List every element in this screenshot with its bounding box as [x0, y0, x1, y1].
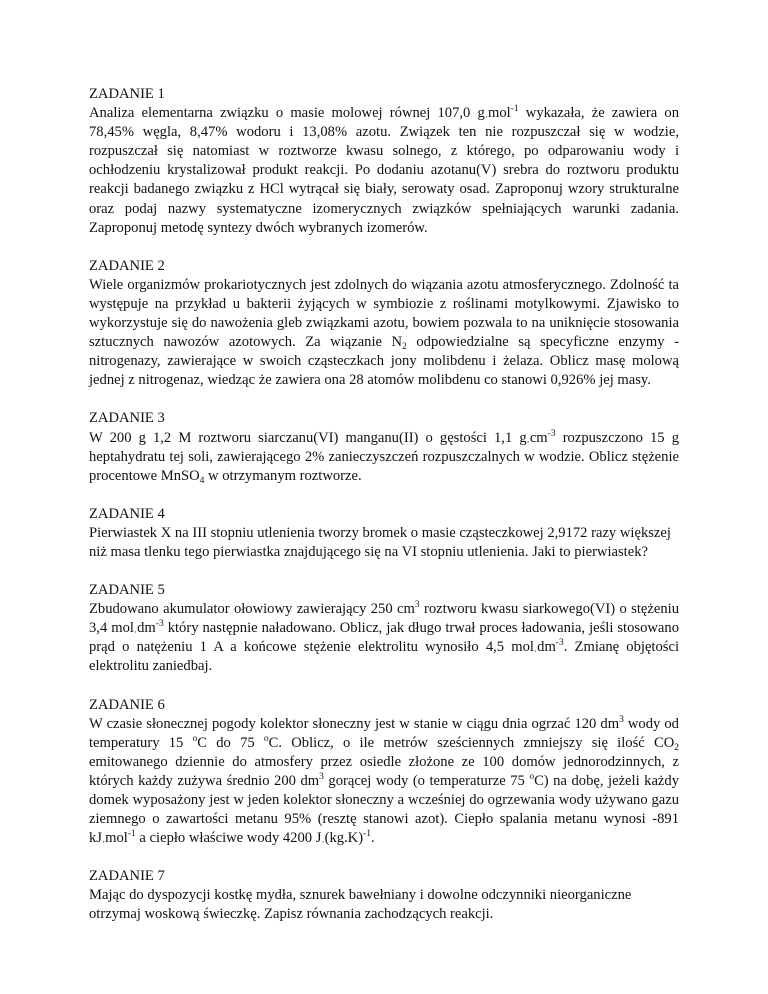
subscript: 2	[674, 742, 679, 753]
text-run: .	[371, 830, 375, 847]
text-run: w otrzymanym roztworze.	[204, 467, 362, 484]
task-title: ZADANIE 6	[89, 696, 165, 713]
task-title: ZADANIE 4	[89, 505, 165, 522]
text-run: W 200 g 1,2 M roztworu siarczanu(VI) manganu(II) o gęstości 1,1 g	[89, 429, 527, 446]
superscript: o	[192, 733, 198, 744]
superscript: o	[529, 771, 535, 782]
task-title: ZADANIE 2	[89, 257, 165, 274]
task-body	[89, 429, 679, 486]
superscript: -3	[555, 638, 564, 649]
text-run: cm	[529, 429, 548, 446]
text-run: a ciepło właściwe wody 4200 J	[135, 830, 322, 847]
subscript: ·	[533, 647, 538, 658]
text-run: wykazała, że zawiera on 78,45% węgla, 8,47% wodoru i 13,08% azotu. Związek ten nie rozpuszczał się w wodzie, rozpuszczał się natomiast w roztworze kwasu solnego, z którego, po odparowaniu wody i ochłodzeniu krystalizował produkt reakcji. Po dodaniu azotanu(V) srebra do roztworu produktu reakcji badanego związku z HCl wytrącał się biały, serowaty osad. Zaproponuj wzory strukturalne oraz podaj nazwy systematyczne izomerycznych związków spełniających warunki zadania. Zaproponuj metodę syntezy dwóch wybranych izomerów.	[89, 105, 679, 236]
task-body	[89, 276, 679, 391]
superscript: 3	[619, 714, 624, 725]
text-run: Zbudowano akumulator ołowiowy zawierający 250 cm	[89, 601, 415, 618]
text-run: mol	[105, 830, 128, 847]
text-run: który następnie naładowano. Oblicz, jak długo trwał proces ładowania, jeśli stosowano prąd o natężeniu 1 A a końcowe stężenie elektrolitu wynosiło 4,5 mol	[89, 620, 679, 656]
superscript: -3	[155, 619, 164, 630]
task-title: ZADANIE 7	[89, 868, 165, 885]
subscript: ·	[484, 113, 488, 124]
subscript: ·	[526, 437, 530, 448]
task-1	[89, 85, 679, 238]
subscript: ·	[321, 838, 325, 849]
superscript: -1	[127, 829, 136, 840]
task-title: ZADANIE 3	[89, 410, 165, 427]
text-run: (kg.K)	[324, 830, 364, 847]
text-run: Analiza elementarna związku o masie molowej równej 107,0 g	[89, 105, 485, 122]
task-body	[89, 600, 679, 676]
subscript: ·	[101, 838, 106, 849]
text-run: Mając do dyspozycji kostkę mydła, sznurek bawełniany i dowolne odczynniki nieorganiczne otrzymaj woskową świeczkę. Zapisz równania zachodzących reakcji.	[89, 887, 632, 923]
subscript: ·	[133, 628, 138, 639]
text-run: mol	[487, 105, 511, 122]
text-run: C. Oblicz, o ile metrów sześciennych zmniejszy się ilość CO	[268, 734, 675, 751]
text-run: dm	[537, 639, 556, 656]
subscript: 4	[199, 475, 205, 486]
superscript: 3	[414, 600, 420, 611]
task-2	[89, 257, 679, 391]
task-title: ZADANIE 1	[89, 86, 165, 102]
superscript: -3	[547, 428, 556, 439]
text-run: rozpuszczono 15 g heptahydratu tej soli, zawierającego 2% zanieczyszczeń rozpuszczalnych w wodzie. Oblicz stężenie procentowe MnSO	[89, 429, 679, 484]
document	[89, 85, 679, 944]
text-run: Wiele organizmów prokariotycznych jest zdolnych do wiązania azotu atmosferycznego. Zdolność ta występuje na przykład u bakterii żyjących w symbiozie z roślinami motylkowymi. Zjawisko to wykorzystuje się do nawożenia gleb związkami azotu, bowiem pozwala to na uniknięcie stosowania sztucznych nawozów azotowych. Za wiązanie N	[89, 276, 679, 351]
superscript: 3	[319, 771, 324, 782]
text-run: dm	[137, 620, 156, 637]
text-run: wody od temperatury 15	[89, 715, 679, 751]
text-run: Pierwiastek X na III stopniu utlenienia tworzy bromek o masie cząsteczkowej 2,9172 razy większej niż masa tlenku tego pierwiastka znajdującego się na VI stopniu utlenienia. Jaki to pierwiastek?	[89, 524, 671, 560]
task-body	[89, 886, 679, 924]
task-title: ZADANIE 5	[89, 582, 165, 599]
superscript: o	[263, 733, 269, 744]
task-3	[89, 409, 679, 485]
superscript: -1	[363, 829, 372, 840]
task-body	[89, 524, 679, 562]
task-5	[89, 581, 679, 676]
task-4	[89, 505, 679, 562]
superscript: -1	[510, 104, 519, 115]
text-run: . Zmianę objętości elektrolitu zaniedbaj.	[89, 639, 679, 675]
text-run: odpowiedzialne są specyficzne enzymy - nitrogenazy, zawierające w swoich cząsteczkach jony molibdenu i żelaza. Oblicz masę molową jednej z nitrogenaz, wiedząc że zawiera ona 28 atomów molibdenu co stanowi 0,926% jej masy.	[89, 334, 679, 389]
task-body	[89, 104, 679, 238]
task-7	[89, 867, 679, 924]
task-body	[89, 715, 679, 849]
text-run: roztworu kwasu siarkowego(VI) o stężeniu 3,4 mol	[89, 601, 679, 637]
text-run: C) na dobę, jeżeli każdy domek wyposażony jest w jeden kolektor słoneczny a wcześniej do ogrzewania wody używano gazu ziemnego o zawartości metanu 95% (resztę stanowi azot). Ciepło spalania metanu wynosi -891 kJ	[89, 772, 679, 847]
text-run: W czasie słonecznej pogody kolektor słoneczny jest w stanie w ciągu dnia ogrzać 120 dm	[89, 715, 620, 732]
text-run: gorącej wody (o temperaturze 75	[323, 772, 530, 789]
text-run: emitowanego dziennie do atmosfery przez osiedle złożone ze 100 domów jednorodzinnych, z których każdy zużywa średnio 200 dm	[89, 753, 679, 789]
text-run: C do 75	[197, 734, 264, 751]
task-6	[89, 696, 679, 849]
subscript: 2	[402, 342, 407, 353]
